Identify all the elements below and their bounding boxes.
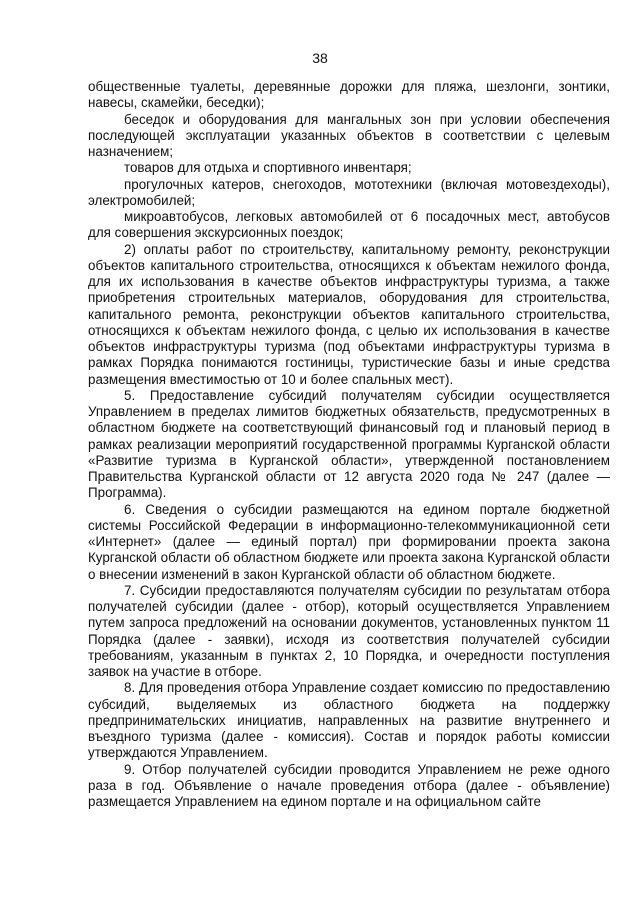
paragraph: беседок и оборудования для мангальных зон при условии обеспечения последующей эксплуатации указанных объектов в соответствии с целевым назначением; — [88, 111, 610, 159]
paragraph: 2) оплаты работ по строительству, капитальному ремонту, реконструкции объектов капитального строительства, относящихся к объектам нежилого фонда, для их использования в качестве объектов инфраструктуры туризма, а также приобретения строительных материалов, оборудования для строительства, капитального ремонта, реконструкции объектов капитального строительства, относящихся к объектам нежилого фонда, с целью их использования в качестве объектов инфраструктуры туризма (под объектами инфраструктуры туризма в рамках Порядка понимаются гостиницы, туристические базы и иные средства размещения вместимостью от 10 и более спальных мест). — [88, 241, 610, 387]
paragraph: прогулочных катеров, снегоходов, мототехники (включая мотовездеходы), электромобилей; — [88, 176, 610, 208]
document-body — [88, 79, 610, 810]
page-number: 38 — [312, 50, 328, 66]
paragraph: 6. Сведения о субсидии размещаются на едином портале бюджетной системы Российской Федерации в информационно-телекоммуникационной сети «Интернет» (далее — единый портал) при формировании проекта закона Курганской области об областном бюджете или проекта закона Курганской области о внесении изменений в закон Курганской области об областном бюджете. — [88, 501, 610, 582]
paragraph: товаров для отдыха и спортивного инвентаря; — [124, 160, 412, 176]
paragraph: 5. Предоставление субсидий получателям субсидии осуществляется Управлением в пределах лимитов бюджетных обязательств, предусмотренных в областном бюджете на соответствующий финансовый год и плановый период в рамках реализации мероприятий государственной программы Курганской области «Развитие туризма в Курганской области», утвержденной постановлением Правительства Курганской области от 12 августа 2020 года № 247 (далее — Программа). — [88, 387, 610, 501]
paragraph: микроавтобусов, легковых автомобилей от 6 посадочных мест, автобусов для совершения экскурсионных поездок; — [88, 209, 610, 241]
paragraph: 9. Отбор получателей субсидии проводится Управлением не реже одного раза в год. Объявление о начале проведения отбора (далее - объявление) размещается Управлением на едином портале и на официальном сайте — [88, 761, 610, 809]
paragraph: общественные туалеты, деревянные дорожки для пляжа, шезлонги, зонтики, навесы, скамейки, беседки); — [88, 79, 610, 111]
paragraph: 8. Для проведения отбора Управление создает комиссию по предоставлению субсидий, выделяемых из областного бюджета на поддержку предпринимательских инициатив, направленных на развитие внутреннего и въездного туризма (далее - комиссия). Состав и порядок работы комиссии утверждаются Управлением. — [88, 680, 610, 761]
paragraph: 7. Субсидии предоставляются получателям субсидии по результатам отбора получателей субсидии (далее - отбор), который осуществляется Управлением путем запроса предложений на основании документов, установленных пунктом 11 Порядка (далее - заявки), исходя из соответствия получателей субсидии требованиям, указанным в пунктах 2, 10 Порядка, и очередности поступления заявок на участие в отборе. — [88, 582, 610, 679]
